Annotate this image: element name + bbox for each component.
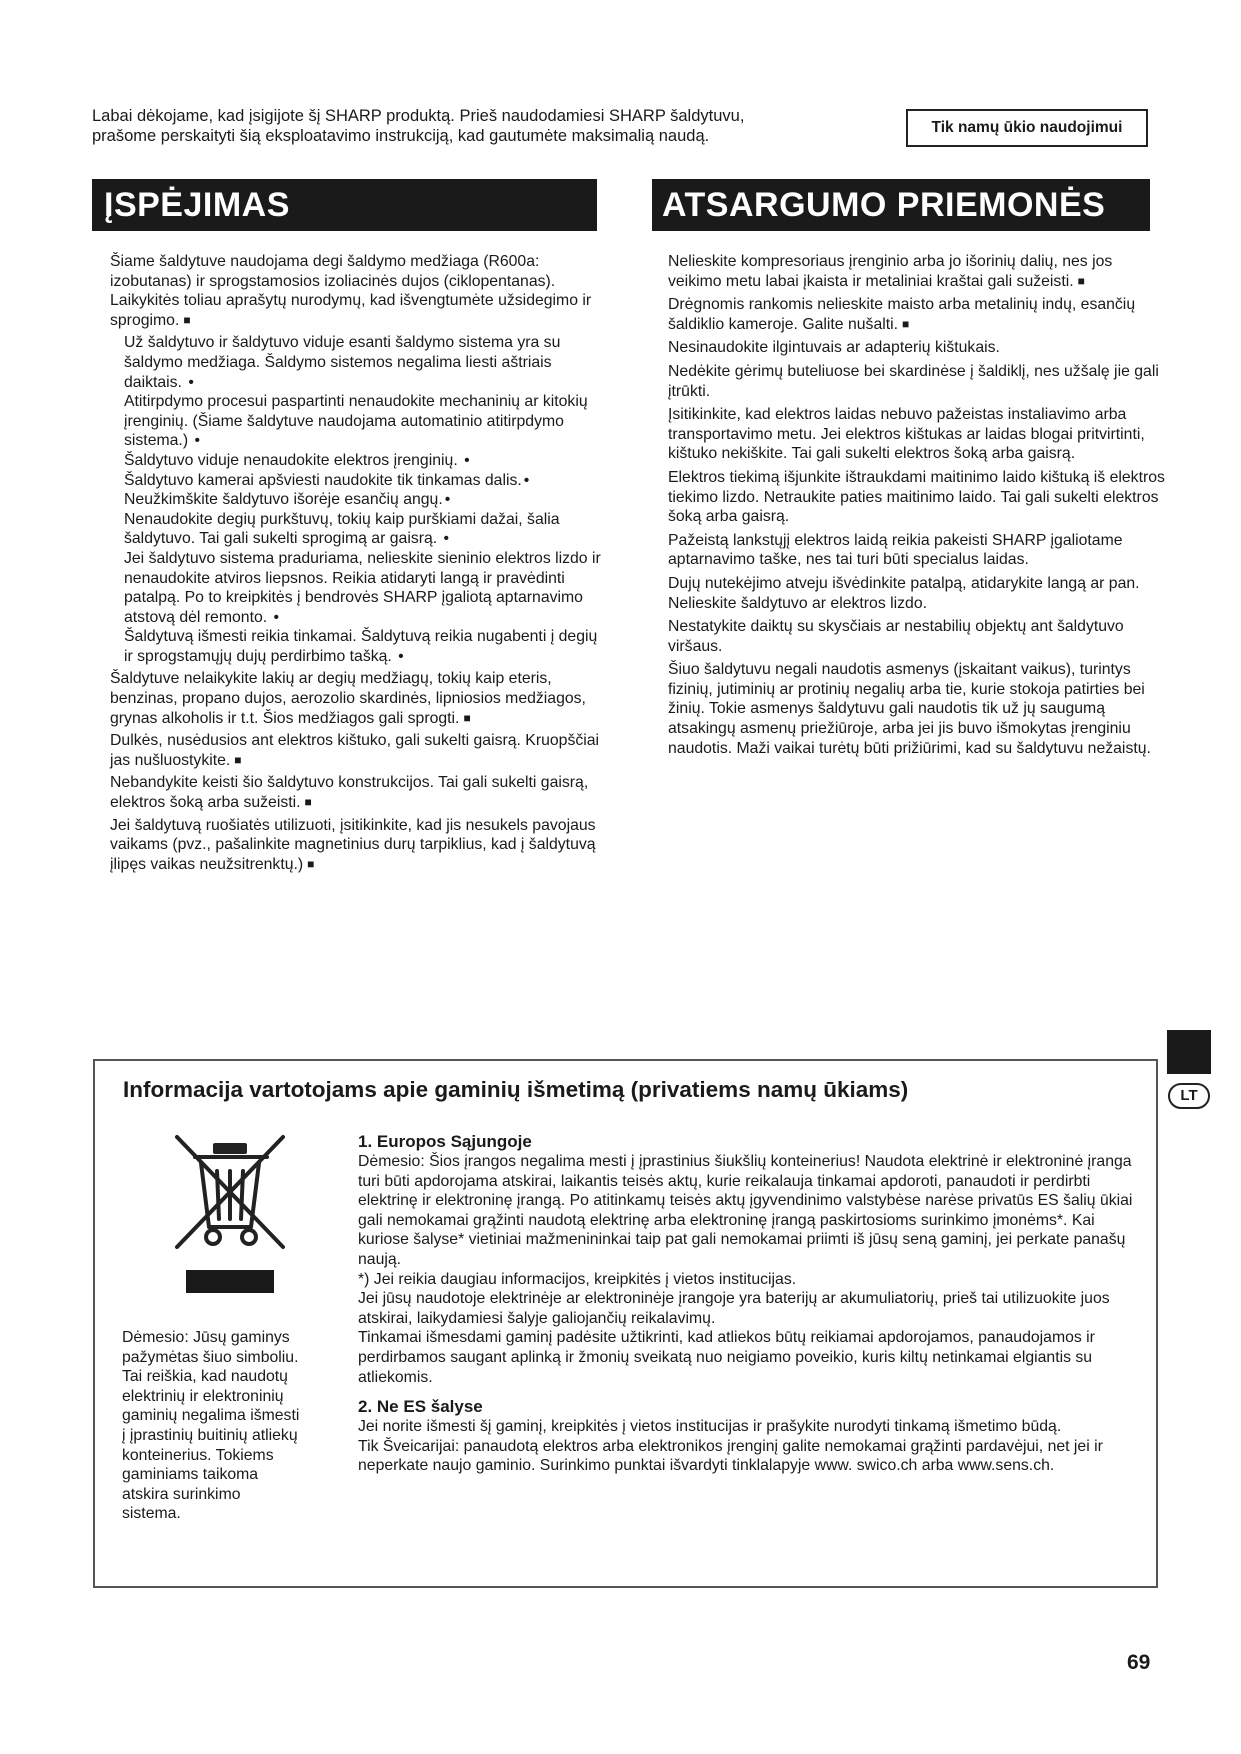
precautions-column — [668, 252, 1168, 762]
precaution-item: Nedėkite gėrimų buteliuose bei skardinėse į šaldiklį, nes užšalę jie gali įtrūkti. — [668, 362, 1159, 400]
warning-item: Dulkės, nusėdusios ant elektros kištuko, gali sukelti gaisrą. Kruopščiai jas nušluostykite. ■ — [110, 732, 600, 769]
warning-item: Šiame šaldytuve naudojama degi šaldymo medžiaga (R600a: izobutanas) ir sprogstamosios izoliacinės dujos (ciklopentanas). Laikykitės toliau aprašytų nurodymų, kad išvengtumėte užsidegimo ir sprogimo. ■ — [110, 253, 592, 329]
eu-section-batteries: Jei jūsų naudotoje elektrinėje ar elektroninėje įrangoje yra baterijų ar akumuliatorių, prieš tai utilizuokite juos atskirai, laikydamiesi šalyje galiojančių reikalavimų. — [358, 1290, 1110, 1327]
precaution-item: Nelieskite kompresoriaus įrenginio arba jo išorinių dalių, nes jos veikimo metu labai įkaista ir metaliniai kraštai gali sužeisti. ■ — [668, 253, 1113, 290]
precaution-item: Drėgnomis rankomis nelieskite maisto arba metalinių indų, esančių šaldiklio kameroje. Galite nušalti. ■ — [668, 296, 1136, 333]
warning-item: Šaldytuve nelaikykite lakių ar degių medžiagų, tokių kaip eteris, benzinas, propano dujos, aerozolio skardinės, lipniosios medžiagos, grynas alkoholis ir t.t. Šios medžiagos gali sprogti. ■ — [110, 670, 586, 727]
precaution-item: Šiuo šaldytuvu negali naudotis asmenys (įskaitant vaikus), turintys fizinių, jutiminių ar protinių negalių arba tie, kurie stokoja patirties bei žinių. Tokie asmenys šaldytuvu gali naudotis tik už jų saugumą atsakingų asmenų priežiūroje, arba jei jis buvo išmokytas įrenginiu naudotis. Maži vaikai turėtų būti prižiūrimi, kad su šaldytuvu nežaistų. — [668, 661, 1151, 757]
precaution-item: Nestatykite daiktų su skysčiais ar nestabilių objektų ant šaldytuvo viršaus. — [668, 618, 1124, 655]
warning-subitem: Atitirpdymo procesui paspartinti nenaudokite mechaninių ar kitokių įrenginių. (Šiame šaldytuve naudojama automatinio atitirpdymo sistema.) • — [124, 393, 588, 450]
home-use-label: Tik namų ūkio naudojimui — [906, 109, 1148, 147]
warning-subitem: Šaldytuvo kamerai apšviesti naudokite tik tinkamas dalis. • — [124, 471, 530, 489]
crossed-bin-icon — [155, 1129, 305, 1299]
intro-text — [92, 106, 892, 146]
warning-subitem: Jei šaldytuvo sistema praduriama, nelieskite sieninio elektros lizdo ir nenaudokite atviros liepsnos. Reikia atidaryti langą ir pravėdinti patalpą. Po to kreipkitės į bendrovės SHARP įgaliotą aptarnavimo atstovą dėl remonto. • — [124, 549, 601, 626]
language-badge: LT — [1168, 1083, 1210, 1109]
eu-section-title: 1. Europos Sąjungoje — [358, 1132, 532, 1151]
precautions-heading: ATSARGUMO PRIEMONĖS — [652, 179, 1150, 231]
eu-section-footnote: *) Jei reikia daugiau informacijos, kreipkitės į vietos institucijas. — [358, 1270, 797, 1288]
warning-heading: ĮSPĖJIMAS — [92, 179, 597, 231]
precaution-item: Pažeistą lankstųjį elektros laidą reikia pakeisti SHARP įgaliotame aptarnavimo taške, nes tai turi būti specialus laidas. — [668, 531, 1123, 569]
precaution-item: Įsitikinkite, kad elektros laidas nebuvo pažeistas instaliavimo arba transportavimo metu. Jei elektros kištukas ar laidas blogai pritvirtinti, kištuko nekiškite. Tai gali sukelti elektros šoką arba gaisrą. — [668, 406, 1145, 463]
warning-subitem: Šaldytuvo viduje nenaudokite elektros įrenginių. • — [124, 451, 470, 469]
precaution-item: Elektros tiekimą išjunkite ištraukdami maitinimo laido kištuką iš elektros tiekimo lizdo. Netraukite paties maitinimo laido. Tai gali sukelti elektros šoką arba gaisrą. — [668, 468, 1165, 526]
warning-subitem: Už šaldytuvo ir šaldytuvo viduje esanti šaldymo sistema yra su šaldymo medžiaga. Šaldymo sistemos negalima liesti aštriais daiktais. • — [124, 334, 561, 391]
page-number: 69 — [1127, 1651, 1151, 1674]
precaution-item: Dujų nutekėjimo atveju išvėdinkite patalpą, atidarykite langą ar pan. Nelieskite šaldytuvo ar elektros lizdo. — [668, 574, 1140, 612]
eu-section-benefit: Tinkamai išmesdami gaminį padėsite užtikrinti, kad atliekos būtų reikiamai apdorojamos, panaudojamos ir perdirbamos saugant aplinką ir žmonių sveikatą nuo neigiamo poveikio, kuris kiltų netinkamai elgiantis su atliekomis. — [358, 1329, 1095, 1386]
warning-subitem: Šaldytuvą išmesti reikia tinkamai. Šaldytuvą reikia nugabenti į degių ir sprogstamųjų dujų perdirbimo tašką. • — [124, 628, 598, 665]
warning-column — [110, 252, 610, 877]
non-eu-section-text: Jei norite išmesti šį gaminį, kreipkitės į vietos institucijas ir prašykite nurodyti tinkamą išmetimo būdą. — [358, 1418, 1062, 1436]
non-eu-section-title: 2. Ne ES šalyse — [358, 1397, 483, 1417]
eu-section-text: Dėmesio: Šios įrangos negalima mesti į įprastinius šiukšlių konteinerius! Naudota elektrinė ir elektroninė įranga turi būti apdorojama atskirai, laikantis teisės aktų, kurie reikalauja tinkamai apdoroti, panaudoti ir perdirbti elektrinę ir elektroninę įrangą. Po atitinkamų teisės aktų įgyvendinimo valstybėse narėse privatūs ES šalių ūkiai gali nemokamai grąžinti naudotą elektrinę arba elektroninę įrangą paskirtosioms surinkimo įmonėms*. Kai kuriose šalyse* vietiniai mažmenininkai taip pat gali nemokamai priimti iš jūsų seną gaminį, jei perkate panašų naują. — [358, 1153, 1133, 1268]
warning-subitem: Nenaudokite degių purkštuvų, tokių kaip purškiami dažai, šalia šaldytuvo. Tai gali sukelti sprogimą ar gaisrą. • — [124, 510, 560, 548]
switzerland-text: Tik Šveicarijai: panaudotą elektros arba elektronikos įrenginį galite nemokamai grąžinti pardavėjui, net jei ir neperkate naujo gaminio. Surinkimo punktai išvardyti tinklalapyje www. swico.ch arba www.sens.ch. — [358, 1437, 1103, 1475]
warning-item: Nebandykite keisti šio šaldytuvo konstrukcijos. Tai gali sukelti gaisrą, elektros šoką arba sužeisti. ■ — [110, 774, 589, 812]
disposal-note: Dėmesio: Jūsų gaminys pažymėtas šiuo simboliu. Tai reiškia, kad naudotų elektrinių ir elektroninių gaminių negalima išmesti į įprastinių buitinių atliekų konteinerius. Tokiems gaminiams taikoma atskira surinkimo sistema. — [122, 1329, 300, 1523]
warning-item: Jei šaldytuvą ruošiatės utilizuoti, įsitikinkite, kad jis nesukels pavojaus vaikams (pvz., pašalinkite magnetinius durų tarpiklius, kad į šaldytuvą įlipęs vaikas neužsitrenktų.) ■ — [110, 816, 596, 873]
intro-line-2: prašome perskaityti šią eksploatavimo instrukciją, kad gautumėte maksimalią naudą. — [92, 127, 710, 145]
language-tab-marker — [1167, 1030, 1211, 1074]
intro-line-1: Labai dėkojame, kad įsigijote šį SHARP produktą. Prieš naudodamiesi SHARP šaldytuvu, — [92, 107, 745, 125]
disposal-sections — [358, 1132, 1138, 1476]
precaution-item: Nesinaudokite ilgintuvais ar adapterių kištukais. — [668, 339, 1000, 357]
warning-subitem: Neužkimškite šaldytuvo išorėje esančių angų. • — [124, 491, 451, 509]
disposal-title: Informacija vartotojams apie gaminių išmetimą (privatiems namų ūkiams) — [123, 1077, 909, 1102]
disposal-info-box — [93, 1059, 1158, 1588]
